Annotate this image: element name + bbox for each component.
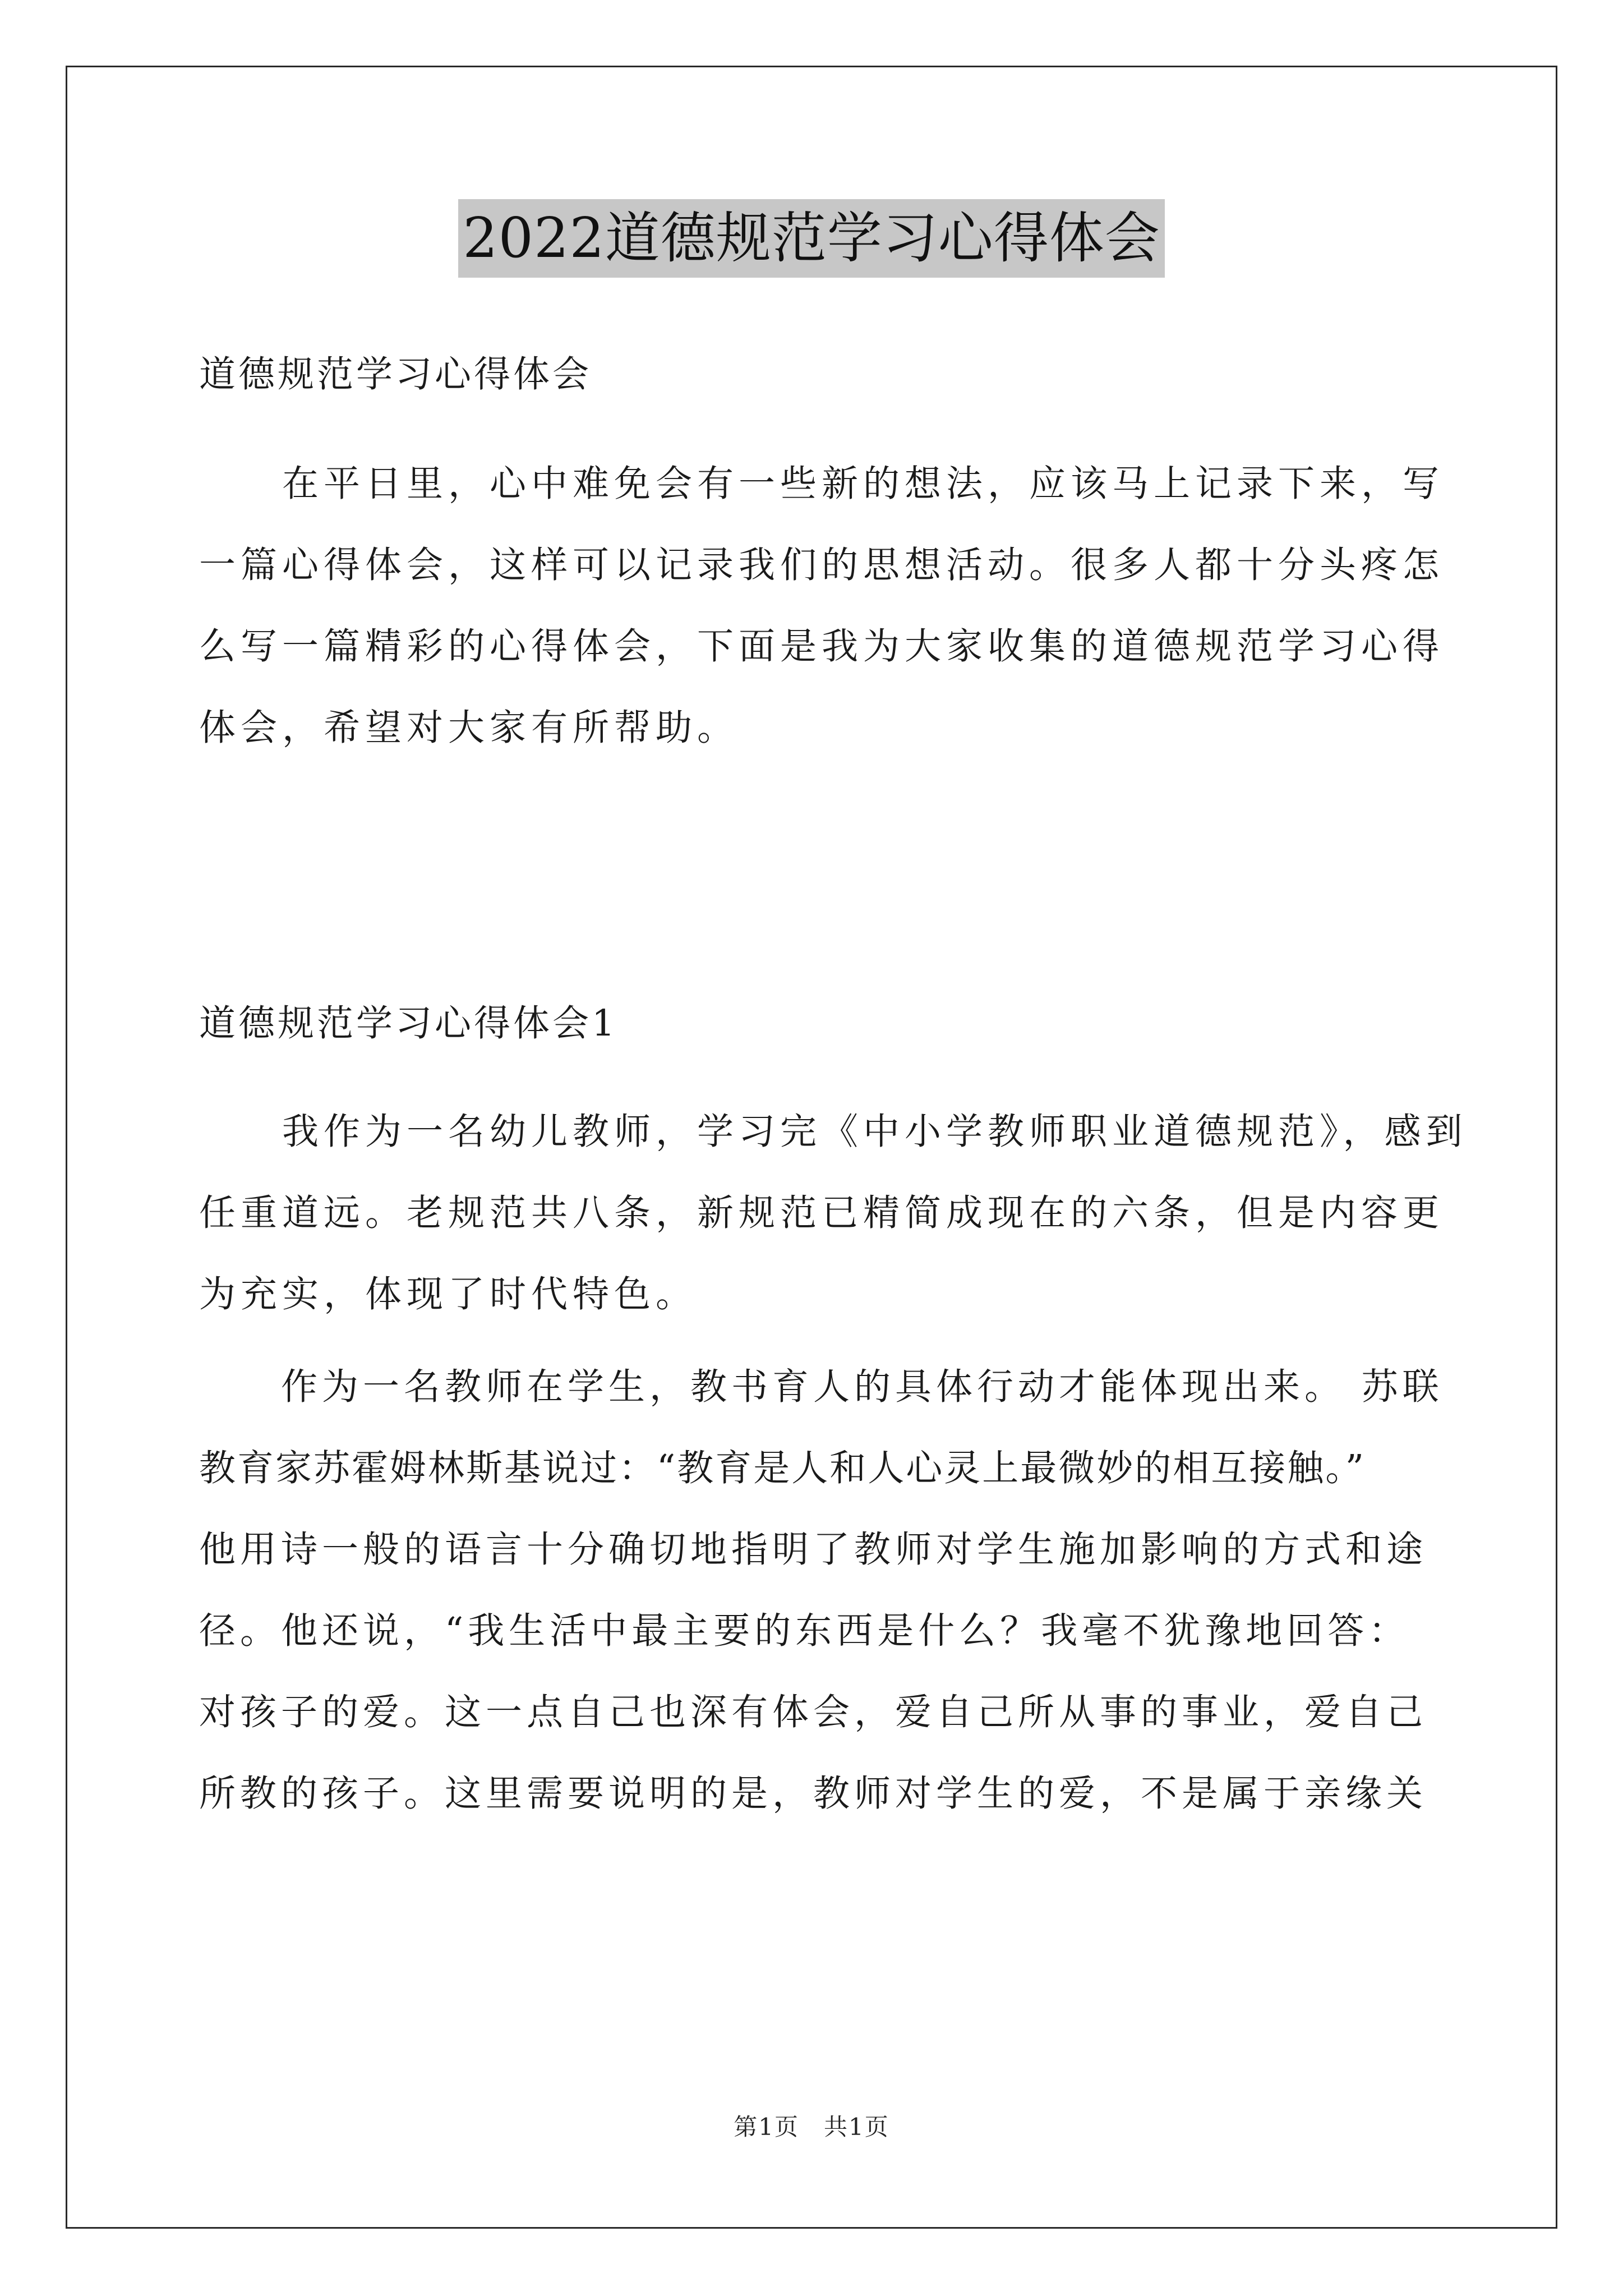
document-title-wrapper [0, 199, 1623, 278]
document-title: 2022道德规范学习心得体会 [458, 199, 1164, 278]
page-number: 第1页 共1页 [734, 2113, 889, 2141]
text-line: 为充实，体现了时代特色。 [199, 1273, 698, 1315]
text-line: 么写一篇精彩的心得体会，下面是我为大家收集的道德规范学习心得 [199, 625, 1445, 668]
text-line: 在平日里，心中难免会有一些新的想法，应该马上记录下来，写 [199, 463, 1445, 505]
section1-heading: 道德规范学习心得体会1 [199, 1002, 618, 1045]
text-line: 体会，希望对大家有所帮助。 [199, 707, 739, 749]
text-line: 所教的孩子。这里需要说明的是，教师对学生的爱，不是属于亲缘关 [199, 1773, 1428, 1815]
text-line: 径。他还说，“我生活中最主要的东西是什么？我毫不犹豫地回答： [199, 1610, 1410, 1652]
intro-paragraph [199, 443, 1445, 769]
intro-heading: 道德规范学习心得体会 [199, 353, 592, 395]
text-line: 作为一名教师在学生，教书育人的具体行动才能体现出来。 苏联 [199, 1366, 1444, 1408]
text-line: 任重道远。老规范共八条，新规范已精简成现在的六条，但是内容更 [199, 1192, 1445, 1234]
text-line: 一篇心得体会，这样可以记录我们的思想活动。很多人都十分头疼怎 [199, 544, 1445, 586]
text-line: 教育家苏霍姆林斯基说过：“教育是人和人心灵上最微妙的相互接触。” [199, 1447, 1366, 1489]
text-line: 对孩子的爱。这一点自己也深有体会，爱自己所从事的事业，爱自己 [199, 1691, 1428, 1733]
text-line: 我作为一名幼儿教师，学习完《中小学教师职业道德规范》，感到 [199, 1111, 1468, 1153]
section1-paragraph-2 [199, 1346, 1444, 1834]
section1-paragraph-1 [199, 1091, 1468, 1335]
text-line: 他用诗一般的语言十分确切地指明了教师对学生施加影响的方式和途 [199, 1529, 1428, 1571]
